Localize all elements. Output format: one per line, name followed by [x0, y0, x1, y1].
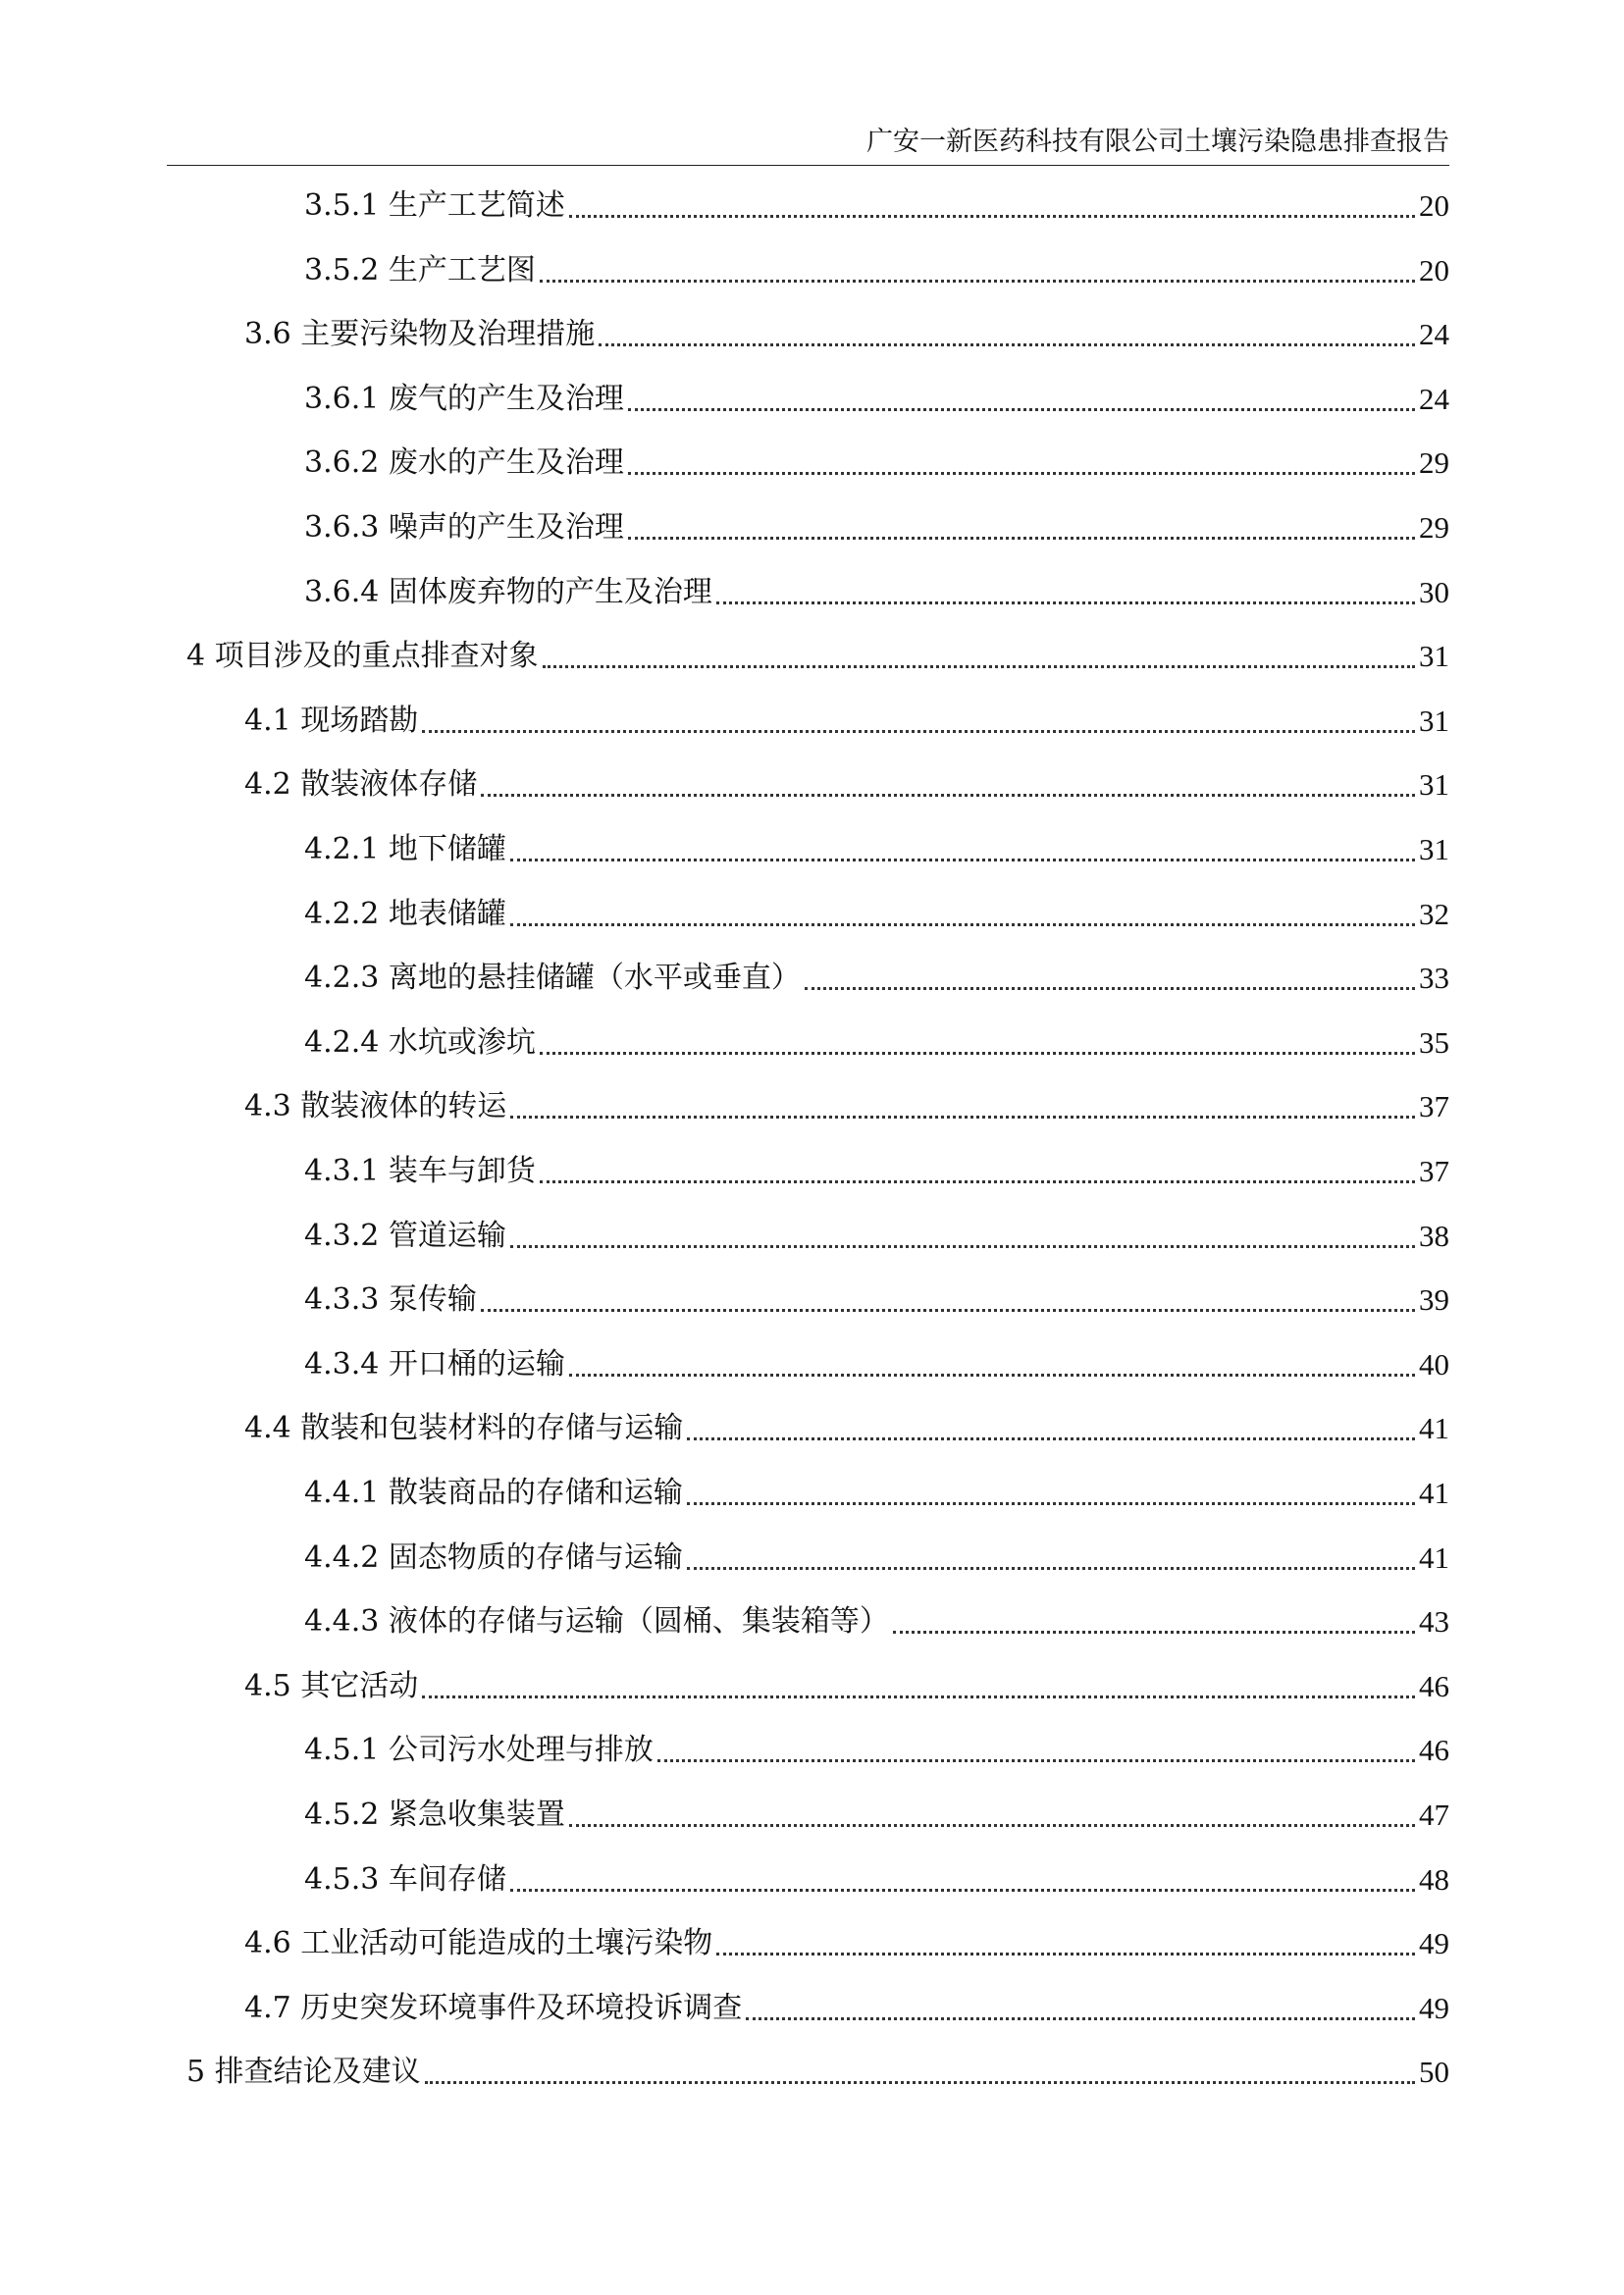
toc-page-number: 41 [1419, 1411, 1449, 1446]
toc-page-number: 50 [1419, 2055, 1449, 2090]
toc-dot-leader [543, 664, 1415, 668]
toc-entry-title: 3.6.4 固体废弃物的产生及治理 [304, 574, 712, 609]
toc-page-number: 43 [1419, 1604, 1449, 1640]
toc-dot-leader [628, 536, 1415, 540]
toc-entry-title: 3.6.3 噪声的产生及治理 [304, 510, 624, 545]
toc-page-number: 47 [1419, 1798, 1449, 1832]
toc-page-number: 38 [1419, 1218, 1449, 1253]
toc-entry[interactable] [0, 1201, 1449, 1266]
toc-entry[interactable] [0, 364, 1449, 429]
toc-entry[interactable] [0, 1973, 1449, 2038]
toc-dot-leader [628, 407, 1415, 411]
toc-entry-title: 3.5.1 生产工艺简述 [304, 188, 565, 223]
toc-dot-leader [510, 1888, 1415, 1892]
toc-entry-title: 4.5 其它活动 [244, 1668, 419, 1703]
toc-page-number: 29 [1419, 445, 1449, 481]
toc-entry[interactable] [0, 171, 1449, 235]
toc-dot-leader [893, 1630, 1415, 1634]
toc-entry[interactable] [0, 686, 1449, 751]
toc-entry[interactable] [0, 750, 1449, 814]
toc-dot-leader [422, 729, 1415, 733]
toc-entry[interactable] [0, 1780, 1449, 1845]
toc-page-number: 39 [1419, 1282, 1449, 1318]
toc-entry[interactable] [0, 1008, 1449, 1072]
toc-entry-title: 4.2.2 地表储罐 [304, 896, 506, 931]
toc-entry-title: 5 排查结论及建议 [186, 2055, 421, 2090]
toc-entry-title: 4.5.2 紧急收集装置 [304, 1798, 565, 1832]
toc-entry-title: 3.6.2 废水的产生及治理 [304, 445, 624, 481]
toc-entry[interactable] [0, 428, 1449, 493]
toc-entry[interactable] [0, 943, 1449, 1008]
toc-entry-title: 4.2.3 离地的悬挂储罐（水平或垂直） [304, 961, 801, 996]
toc-dot-leader [481, 1308, 1415, 1312]
toc-page-number: 31 [1419, 832, 1449, 866]
toc-entry[interactable] [0, 879, 1449, 944]
toc-entry-title: 3.5.2 生产工艺图 [304, 252, 536, 287]
toc-entry-title: 4.2.4 水坑或渗坑 [304, 1024, 536, 1060]
toc-page-number: 33 [1419, 961, 1449, 996]
toc-dot-leader [510, 858, 1415, 861]
toc-dot-leader [746, 2016, 1415, 2020]
toc-entry-title: 3.6.1 废气的产生及治理 [304, 381, 624, 416]
toc-page-number: 46 [1419, 1668, 1449, 1703]
toc-entry-title: 4.2 散装液体存储 [244, 767, 478, 803]
toc-entry[interactable] [0, 1908, 1449, 1973]
toc-entry[interactable] [0, 1651, 1449, 1716]
toc-entry[interactable] [0, 1587, 1449, 1651]
toc-entry[interactable] [0, 235, 1449, 300]
toc-dot-leader [805, 986, 1415, 990]
running-header: 广安一新医药科技有限公司土壤污染隐患排查报告 [167, 120, 1449, 166]
toc-entry[interactable] [0, 1071, 1449, 1136]
toc-page-number: 48 [1419, 1861, 1449, 1897]
toc-entry[interactable] [0, 621, 1449, 686]
toc-dot-leader [422, 1695, 1415, 1698]
toc-dot-leader [510, 922, 1415, 926]
toc-dot-leader [425, 2080, 1415, 2084]
toc-dot-leader [481, 793, 1415, 797]
toc-dot-leader [687, 1436, 1415, 1440]
toc-entry-title: 4.2.1 地下储罐 [304, 832, 506, 866]
toc-entry[interactable] [0, 814, 1449, 879]
toc-entry-title: 4.3.1 装车与卸货 [304, 1154, 536, 1188]
toc-page-number: 24 [1419, 381, 1449, 416]
toc-entry[interactable] [0, 493, 1449, 557]
toc-entry-title: 4.3.3 泵传输 [304, 1282, 477, 1318]
toc-dot-leader [657, 1758, 1415, 1762]
toc-dot-leader [540, 1051, 1415, 1055]
toc-entry[interactable] [0, 1458, 1449, 1523]
toc-entry[interactable] [0, 1265, 1449, 1330]
toc-entry-title: 4.1 现场踏勘 [244, 703, 419, 738]
toc-entry-title: 4.5.1 公司污水处理与排放 [304, 1733, 654, 1768]
toc-page-number: 46 [1419, 1733, 1449, 1768]
toc-entry-title: 3.6 主要污染物及治理措施 [244, 317, 596, 352]
toc-page-number: 35 [1419, 1024, 1449, 1060]
toc-dot-leader [510, 1115, 1415, 1119]
toc-dot-leader [510, 1244, 1415, 1248]
toc-entry-title: 4.3.4 开口桶的运输 [304, 1346, 565, 1382]
toc-entry-title: 4.4.1 散装商品的存储和运输 [304, 1476, 683, 1510]
toc-page-number: 37 [1419, 1089, 1449, 1124]
toc-page-number: 31 [1419, 767, 1449, 803]
toc-entry[interactable] [0, 2037, 1449, 2102]
toc-entry-title: 4.5.3 车间存储 [304, 1861, 506, 1897]
toc-entry-title: 4.7 历史突发环境事件及环境投诉调查 [244, 1990, 743, 2025]
toc-entry-title: 4.6 工业活动可能造成的土壤污染物 [244, 1926, 713, 1961]
toc-dot-leader [569, 214, 1415, 218]
toc-entry-title: 4.4.2 固态物质的存储与运输 [304, 1539, 683, 1575]
toc-page-number: 20 [1419, 188, 1449, 223]
toc-page-number: 31 [1419, 703, 1449, 738]
toc-page-number: 24 [1419, 317, 1449, 352]
toc-entry-title: 4 项目涉及的重点排查对象 [186, 639, 539, 674]
toc-entry[interactable] [0, 1523, 1449, 1588]
toc-dot-leader [540, 279, 1415, 283]
toc-dot-leader [716, 600, 1415, 604]
toc-entry-title: 4.4 散装和包装材料的存储与运输 [244, 1411, 684, 1446]
toc-entry[interactable] [0, 1330, 1449, 1394]
toc-entry[interactable] [0, 557, 1449, 622]
toc-page-number: 29 [1419, 510, 1449, 545]
toc-page-number: 40 [1419, 1346, 1449, 1382]
toc-page-number: 41 [1419, 1539, 1449, 1575]
toc-page-number: 31 [1419, 639, 1449, 674]
toc-page-number: 20 [1419, 252, 1449, 287]
toc-page-number: 37 [1419, 1154, 1449, 1188]
toc-entry[interactable] [0, 1136, 1449, 1201]
toc-entry[interactable] [0, 1393, 1449, 1458]
toc-entry[interactable] [0, 1715, 1449, 1780]
toc-dot-leader [716, 1952, 1415, 1956]
toc-dot-leader [569, 1823, 1415, 1827]
toc-dot-leader [540, 1179, 1415, 1183]
toc-entry-title: 4.3.2 管道运输 [304, 1218, 506, 1253]
toc-entry[interactable] [0, 1845, 1449, 1909]
toc-page-number: 49 [1419, 1926, 1449, 1961]
toc-dot-leader [687, 1501, 1415, 1505]
toc-dot-leader [628, 471, 1415, 475]
toc-entry-title: 4.3 散装液体的转运 [244, 1089, 507, 1124]
toc-dot-leader [687, 1566, 1415, 1570]
toc-entry-title: 4.4.3 液体的存储与运输（圆桶、集装箱等） [304, 1604, 889, 1640]
toc-dot-leader [569, 1373, 1415, 1377]
toc-page-number: 49 [1419, 1990, 1449, 2025]
toc-page-number: 30 [1419, 574, 1449, 609]
toc-page-number: 32 [1419, 896, 1449, 931]
toc-entry[interactable] [0, 299, 1449, 364]
toc-page-number: 41 [1419, 1476, 1449, 1510]
toc-dot-leader [599, 342, 1415, 346]
